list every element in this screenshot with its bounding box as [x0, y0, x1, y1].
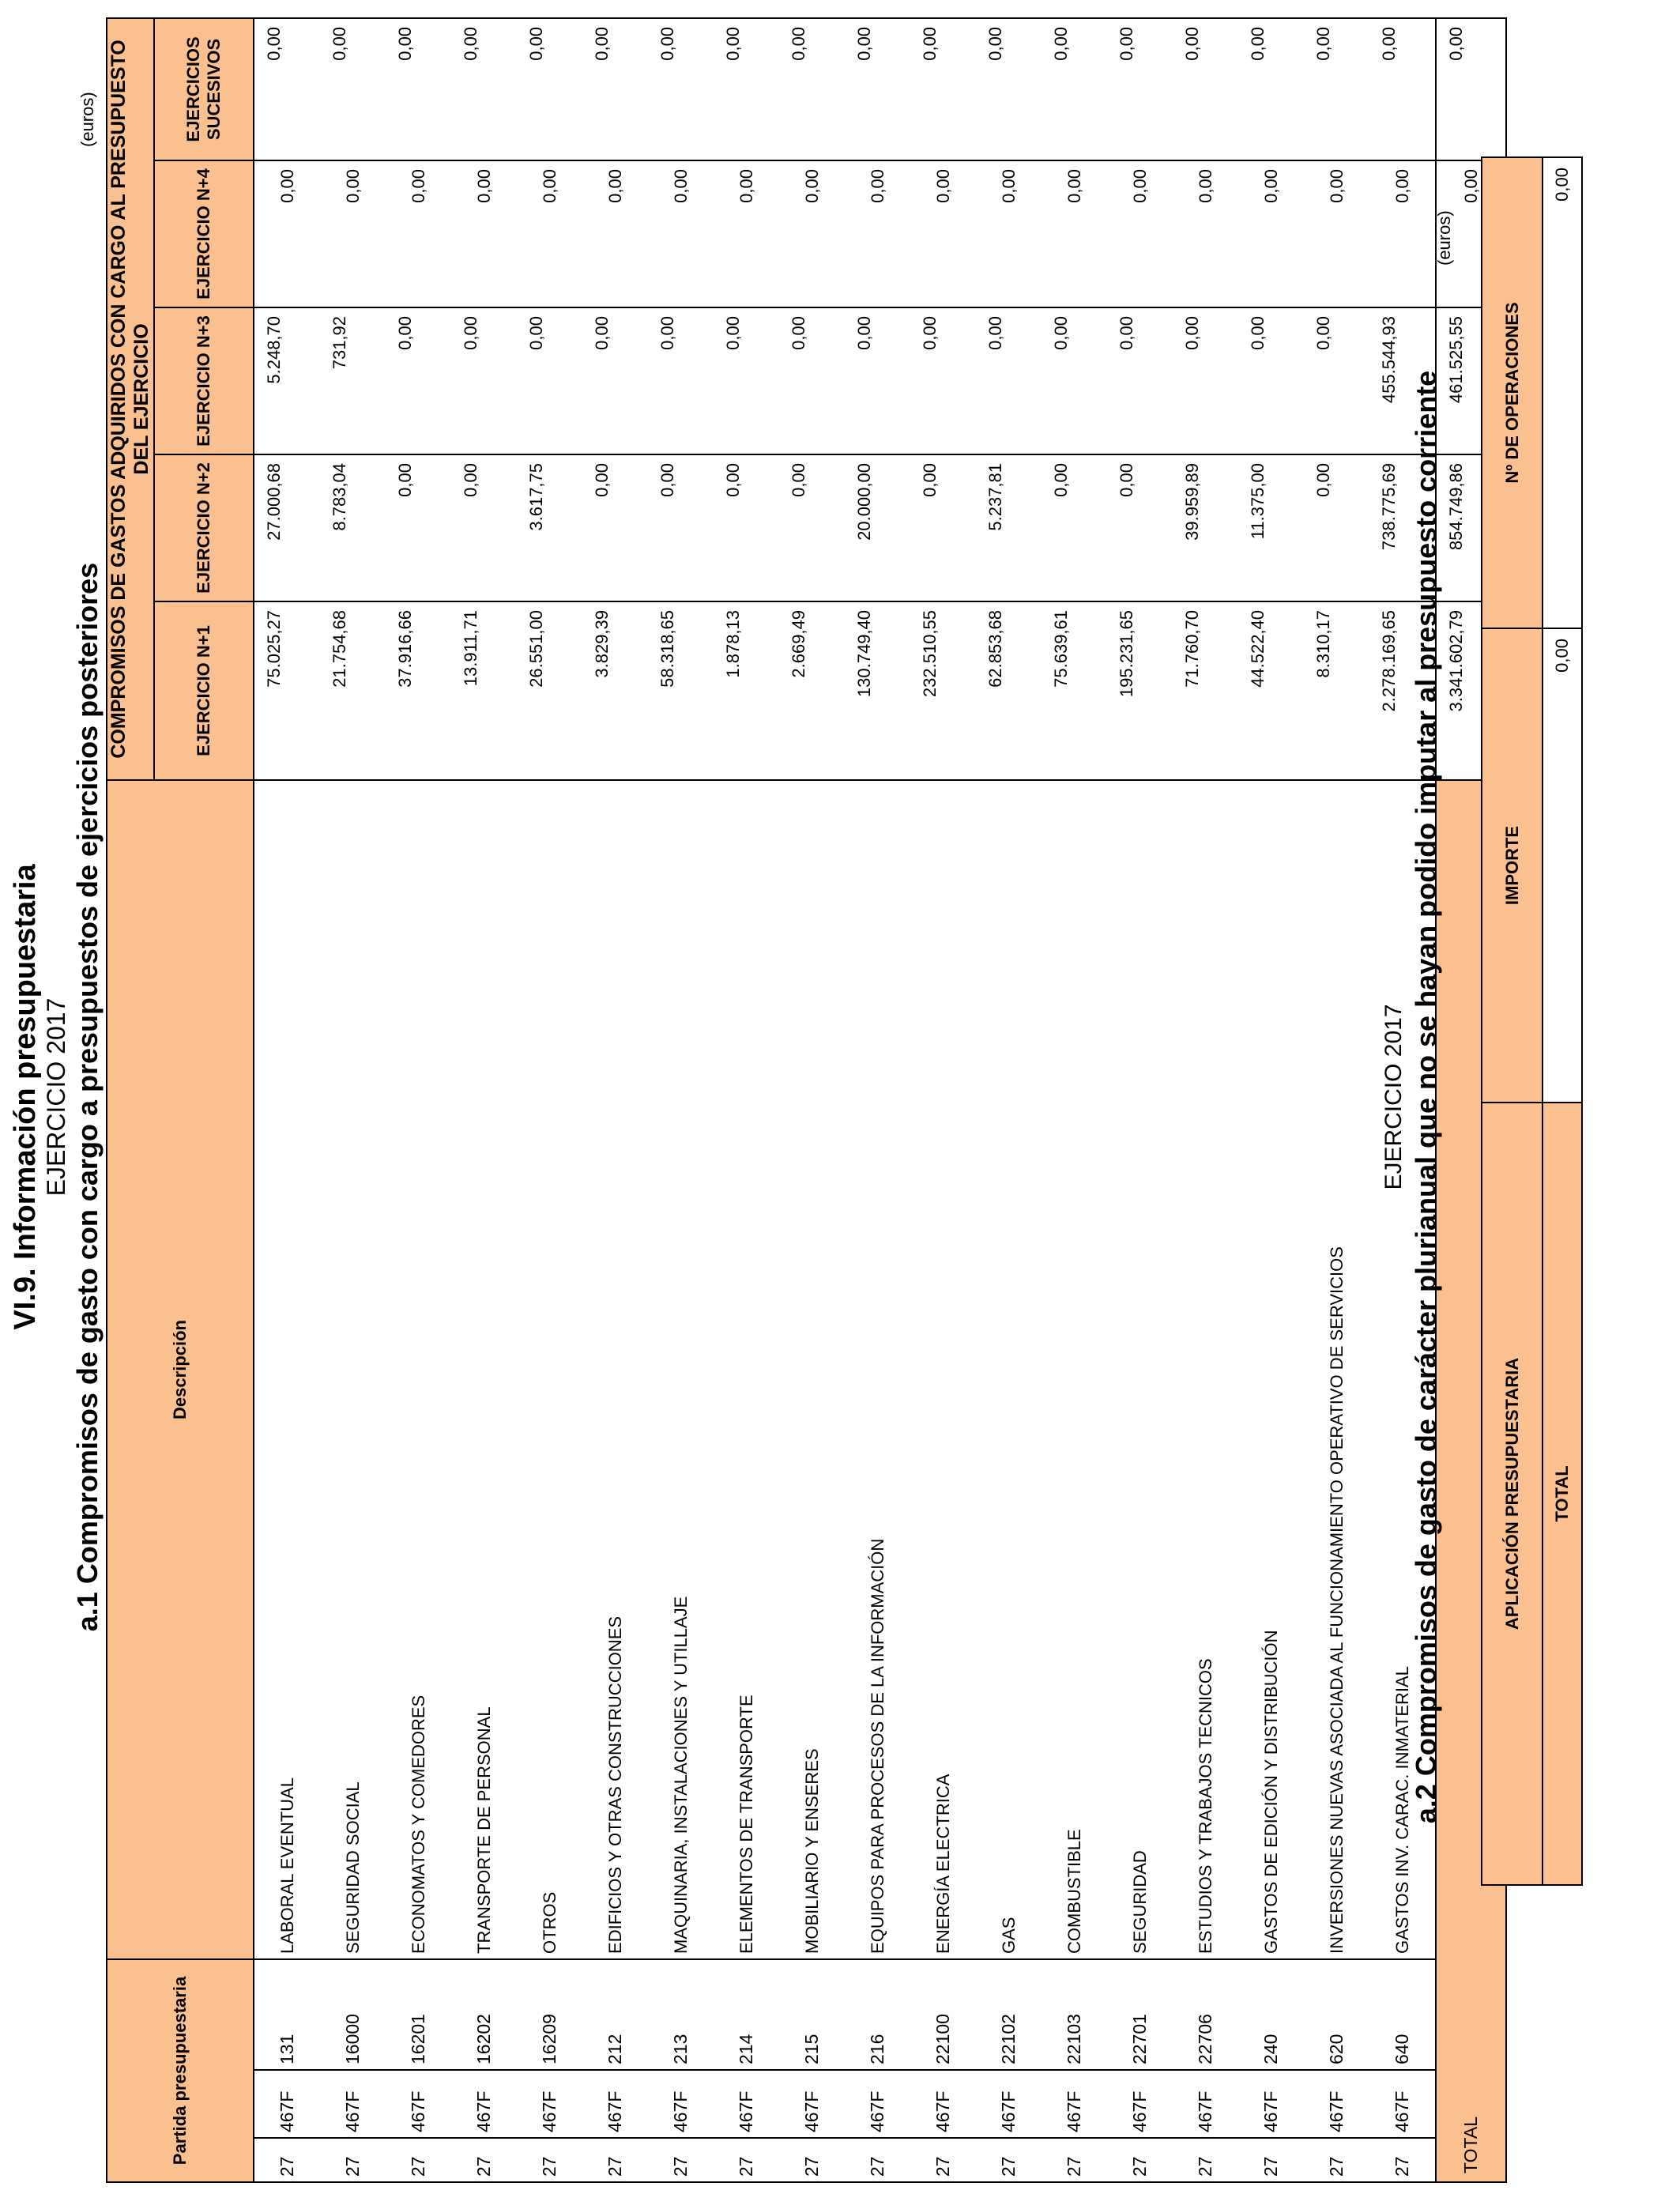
cell-n3: 0,00	[648, 307, 714, 454]
cell-description: LABORAL EVENTUAL	[254, 780, 320, 1959]
cell-program: 467F	[1173, 2070, 1238, 2138]
cell-description: GAS	[976, 780, 1042, 1959]
cell-economic: 640	[1369, 1959, 1436, 2070]
header-n2: EJERCICIO N+2	[154, 454, 254, 601]
header-n3: EJERCICIO N+3	[154, 307, 254, 454]
cell-sucesivos: 0,00	[254, 18, 320, 160]
cell-n3: 0,00	[1304, 307, 1369, 454]
cell-program: 467F	[1238, 2070, 1304, 2138]
cell-n2: 20.000,00	[845, 454, 910, 601]
header-sucesivos: EJERCICIOS SUCESIVOS	[154, 18, 254, 160]
cell-n1: 1.878,13	[714, 601, 779, 780]
cell-n4: 0,00	[320, 160, 386, 307]
cell-program: 467F	[845, 2070, 910, 2138]
cell-section: 27	[1369, 2138, 1436, 2182]
total-importe: 0,00	[1543, 628, 1582, 1103]
cell-n2: 0,00	[1107, 454, 1173, 601]
table-row	[1238, 18, 1304, 2182]
cell-n4: 0,00	[845, 160, 910, 307]
cell-economic: 22102	[976, 1959, 1042, 2070]
section-a2-title: a.2 Compromisos de gasto de carácter plurianual que no se hayan podido imputar al presupuesto corriente	[1410, 370, 1442, 1824]
cell-n3: 0,00	[582, 307, 648, 454]
cell-description: OTROS	[517, 780, 582, 1959]
cell-n2: 0,00	[779, 454, 845, 601]
cell-program: 467F	[1042, 2070, 1107, 2138]
cell-section: 27	[1107, 2138, 1173, 2182]
cell-section: 27	[582, 2138, 648, 2182]
cell-description: EQUIPOS PARA PROCESOS DE LA INFORMACIÓN	[845, 780, 910, 1959]
table-row	[976, 18, 1042, 2182]
cell-description: ELEMENTOS DE TRANSPORTE	[714, 780, 779, 1959]
cell-program: 467F	[714, 2070, 779, 2138]
table-row	[582, 18, 648, 2182]
section-a2-year: EJERCICIO 2017	[1381, 1004, 1407, 1190]
cell-n3: 455.544,93	[1369, 307, 1436, 454]
cell-section: 27	[714, 2138, 779, 2182]
cell-sucesivos: 0,00	[320, 18, 386, 160]
cell-program: 467F	[648, 2070, 714, 2138]
cell-economic: 131	[254, 1959, 320, 2070]
cell-description: GASTOS DE EDICIÓN Y DISTRIBUCIÓN	[1238, 780, 1304, 1959]
cell-section: 27	[320, 2138, 386, 2182]
cell-n3: 0,00	[976, 307, 1042, 454]
cell-sucesivos: 0,00	[1369, 18, 1436, 160]
header-n1: EJERCICIO N+1	[154, 601, 254, 780]
cell-n3: 0,00	[1238, 307, 1304, 454]
table-row	[517, 18, 582, 2182]
cell-description: MAQUINARIA, INSTALACIONES Y UTILLAJE	[648, 780, 714, 1959]
cell-n4: 0,00	[1238, 160, 1304, 307]
cell-sucesivos: 0,00	[1042, 18, 1107, 160]
cell-program: 467F	[386, 2070, 451, 2138]
cell-n3: 0,00	[714, 307, 779, 454]
total-label: TOTAL	[1436, 780, 1506, 2182]
cell-n4: 0,00	[1369, 160, 1436, 307]
cell-section: 27	[1173, 2138, 1238, 2182]
cell-program: 467F	[1107, 2070, 1173, 2138]
cell-program: 467F	[451, 2070, 517, 2138]
cell-description: TRANSPORTE DE PERSONAL	[451, 780, 517, 1959]
cell-sucesivos: 0,00	[910, 18, 976, 160]
cell-economic: 620	[1304, 1959, 1369, 2070]
cell-section: 27	[845, 2138, 910, 2182]
total-n1: 3.341.602,79	[1436, 601, 1506, 780]
cell-n4: 0,00	[386, 160, 451, 307]
table-row	[779, 18, 845, 2182]
cell-n1: 37.916,66	[386, 601, 451, 780]
cell-economic: 240	[1238, 1959, 1304, 2070]
cell-description: SEGURIDAD SOCIAL	[320, 780, 386, 1959]
cell-sucesivos: 0,00	[582, 18, 648, 160]
cell-sucesivos: 0,00	[976, 18, 1042, 160]
cell-section: 27	[779, 2138, 845, 2182]
table-row	[451, 18, 517, 2182]
total-n4: 0,00	[1436, 160, 1506, 307]
cell-n3: 0,00	[1173, 307, 1238, 454]
cell-n4: 0,00	[714, 160, 779, 307]
cell-sucesivos: 0,00	[779, 18, 845, 160]
commitments-table	[106, 17, 1507, 2183]
cell-sucesivos: 0,00	[1238, 18, 1304, 160]
header-aplicacion: APLICACIÓN PRESUPUESTARIA	[1482, 1103, 1543, 1885]
cell-n2: 39.959,89	[1173, 454, 1238, 601]
cell-n4: 0,00	[1042, 160, 1107, 307]
cell-n2: 0,00	[451, 454, 517, 601]
cell-description: ENERGÍA ELECTRICA	[910, 780, 976, 1959]
cell-program: 467F	[779, 2070, 845, 2138]
cell-n2: 0,00	[648, 454, 714, 601]
cell-n4: 0,00	[1107, 160, 1173, 307]
page-year: EJERCICIO 2017	[42, 997, 70, 1197]
header-operaciones: Nº DE OPERACIONES	[1482, 157, 1543, 628]
cell-description: EDIFICIOS Y OTRAS CONSTRUCCIONES	[582, 780, 648, 1959]
cell-program: 467F	[582, 2070, 648, 2138]
table-row	[1304, 18, 1369, 2182]
cell-n2: 27.000,68	[254, 454, 320, 601]
cell-n2: 0,00	[1042, 454, 1107, 601]
cell-n1: 13.911,71	[451, 601, 517, 780]
cell-section: 27	[976, 2138, 1042, 2182]
total-n3: 461.525,55	[1436, 307, 1506, 454]
table-row	[648, 18, 714, 2182]
cell-program: 467F	[976, 2070, 1042, 2138]
cell-n1: 62.853,68	[976, 601, 1042, 780]
cell-n4: 0,00	[517, 160, 582, 307]
cell-section: 27	[386, 2138, 451, 2182]
cell-program: 467F	[320, 2070, 386, 2138]
cell-sucesivos: 0,00	[451, 18, 517, 160]
cell-economic: 214	[714, 1959, 779, 2070]
total-n2: 854.749,86	[1436, 454, 1506, 601]
cell-program: 467F	[517, 2070, 582, 2138]
header-descripcion: Descripción	[107, 780, 254, 1959]
cell-sucesivos: 0,00	[517, 18, 582, 160]
table-row	[1042, 18, 1107, 2182]
cell-n3: 0,00	[779, 307, 845, 454]
cell-section: 27	[517, 2138, 582, 2182]
cell-n1: 2.669,49	[779, 601, 845, 780]
cell-description: INVERSIONES NUEVAS ASOCIADA AL FUNCIONAMIENTO OPERATIVO DE SERVICIOS	[1304, 780, 1369, 1959]
cell-economic: 22100	[910, 1959, 976, 2070]
cell-economic: 213	[648, 1959, 714, 2070]
cell-n2: 0,00	[910, 454, 976, 601]
cell-n4: 0,00	[254, 160, 320, 307]
cell-economic: 216	[845, 1959, 910, 2070]
cell-n2: 5.237,81	[976, 454, 1042, 601]
cell-n1: 21.754,68	[320, 601, 386, 780]
cell-sucesivos: 0,00	[386, 18, 451, 160]
cell-program: 467F	[910, 2070, 976, 2138]
cell-n4: 0,00	[648, 160, 714, 307]
cell-n1: 58.318,65	[648, 601, 714, 780]
section-a1-title: a.1 Compromisos de gasto con cargo a presupuestos de ejercicios posteriores	[71, 562, 104, 1632]
cell-description: GASTOS INV. CARAC. INMATERIAL	[1369, 780, 1436, 1959]
cell-economic: 22103	[1042, 1959, 1107, 2070]
cell-n3: 0,00	[386, 307, 451, 454]
unit-label: (euros)	[77, 92, 97, 147]
cell-n1: 3.829,39	[582, 601, 648, 780]
cell-section: 27	[451, 2138, 517, 2182]
cell-sucesivos: 0,00	[1173, 18, 1238, 160]
cell-economic: 16202	[451, 1959, 517, 2070]
header-partida: Partida presupuestaria	[107, 1959, 254, 2182]
cell-sucesivos: 0,00	[1304, 18, 1369, 160]
cell-n1: 232.510,55	[910, 601, 976, 780]
cell-n2: 3.617,75	[517, 454, 582, 601]
header-group-commitments: COMPROMISOS DE GASTOS ADQUIRIDOS CON CARGO AL PRESUPUESTO DEL EJERCICIO	[107, 18, 154, 780]
cell-description: ESTUDIOS Y TRABAJOS TECNICOS	[1173, 780, 1238, 1959]
cell-n4: 0,00	[910, 160, 976, 307]
table-row	[1173, 18, 1238, 2182]
cell-section: 27	[1042, 2138, 1107, 2182]
cell-section: 27	[254, 2138, 320, 2182]
cell-description: MOBILIARIO Y ENSERES	[779, 780, 845, 1959]
total-operaciones: 0,00	[1543, 157, 1582, 628]
header-n4: EJERCICIO N+4	[154, 160, 254, 307]
cell-economic: 16209	[517, 1959, 582, 2070]
cell-n3: 0,00	[517, 307, 582, 454]
table-row	[714, 18, 779, 2182]
cell-n4: 0,00	[451, 160, 517, 307]
table-row	[845, 18, 910, 2182]
cell-section: 27	[1304, 2138, 1369, 2182]
cell-n2: 0,00	[582, 454, 648, 601]
cell-n1: 75.025,27	[254, 601, 320, 780]
plurianual-table	[1481, 156, 1583, 1886]
table-row	[910, 18, 976, 2182]
cell-n1: 195.231,65	[1107, 601, 1173, 780]
cell-economic: 215	[779, 1959, 845, 2070]
cell-n2: 0,00	[1304, 454, 1369, 601]
cell-n1: 8.310,17	[1304, 601, 1369, 780]
header-importe: IMPORTE	[1482, 628, 1543, 1103]
cell-sucesivos: 0,00	[845, 18, 910, 160]
cell-sucesivos: 0,00	[648, 18, 714, 160]
cell-n2: 0,00	[714, 454, 779, 601]
cell-n3: 0,00	[451, 307, 517, 454]
cell-n4: 0,00	[1173, 160, 1238, 307]
cell-description: COMBUSTIBLE	[1042, 780, 1107, 1959]
cell-program: 467F	[1304, 2070, 1369, 2138]
cell-sucesivos: 0,00	[1107, 18, 1173, 160]
cell-economic: 16000	[320, 1959, 386, 2070]
cell-n1: 71.760,70	[1173, 601, 1238, 780]
cell-economic: 22706	[1173, 1959, 1238, 2070]
cell-economic: 212	[582, 1959, 648, 2070]
cell-section: 27	[910, 2138, 976, 2182]
cell-description: SEGURIDAD	[1107, 780, 1173, 1959]
total-suc: 0,00	[1436, 18, 1506, 160]
table-row	[320, 18, 386, 2182]
cell-economic: 22701	[1107, 1959, 1173, 2070]
cell-program: 467F	[1369, 2070, 1436, 2138]
cell-n3: 5.248,70	[254, 307, 320, 454]
total-label-a2: TOTAL	[1543, 1103, 1582, 1885]
cell-n3: 731,92	[320, 307, 386, 454]
cell-n4: 0,00	[779, 160, 845, 307]
cell-n3: 0,00	[1107, 307, 1173, 454]
commitments-body	[254, 18, 1506, 2182]
cell-sucesivos: 0,00	[714, 18, 779, 160]
cell-n3: 0,00	[845, 307, 910, 454]
table-row	[386, 18, 451, 2182]
cell-section: 27	[1238, 2138, 1304, 2182]
cell-n2: 0,00	[386, 454, 451, 601]
cell-n1: 75.639,61	[1042, 601, 1107, 780]
table-row	[254, 18, 320, 2182]
cell-n2: 8.783,04	[320, 454, 386, 601]
cell-n2: 738.775,69	[1369, 454, 1436, 601]
cell-n3: 0,00	[910, 307, 976, 454]
cell-n4: 0,00	[1304, 160, 1369, 307]
page-title: VI.9. Información presupuestaria	[9, 864, 42, 1330]
cell-economic: 16201	[386, 1959, 451, 2070]
cell-program: 467F	[254, 2070, 320, 2138]
cell-n1: 44.522,40	[1238, 601, 1304, 780]
cell-description: ECONOMATOS Y COMEDORES	[386, 780, 451, 1959]
cell-n2: 11.375,00	[1238, 454, 1304, 601]
cell-n1: 26.551,00	[517, 601, 582, 780]
cell-n3: 0,00	[1042, 307, 1107, 454]
table-row	[1107, 18, 1173, 2182]
cell-n1: 2.278.169,65	[1369, 601, 1436, 780]
cell-n4: 0,00	[582, 160, 648, 307]
unit-label-a2: (euros)	[1434, 210, 1454, 266]
cell-n4: 0,00	[976, 160, 1042, 307]
cell-n1: 130.749,40	[845, 601, 910, 780]
cell-section: 27	[648, 2138, 714, 2182]
